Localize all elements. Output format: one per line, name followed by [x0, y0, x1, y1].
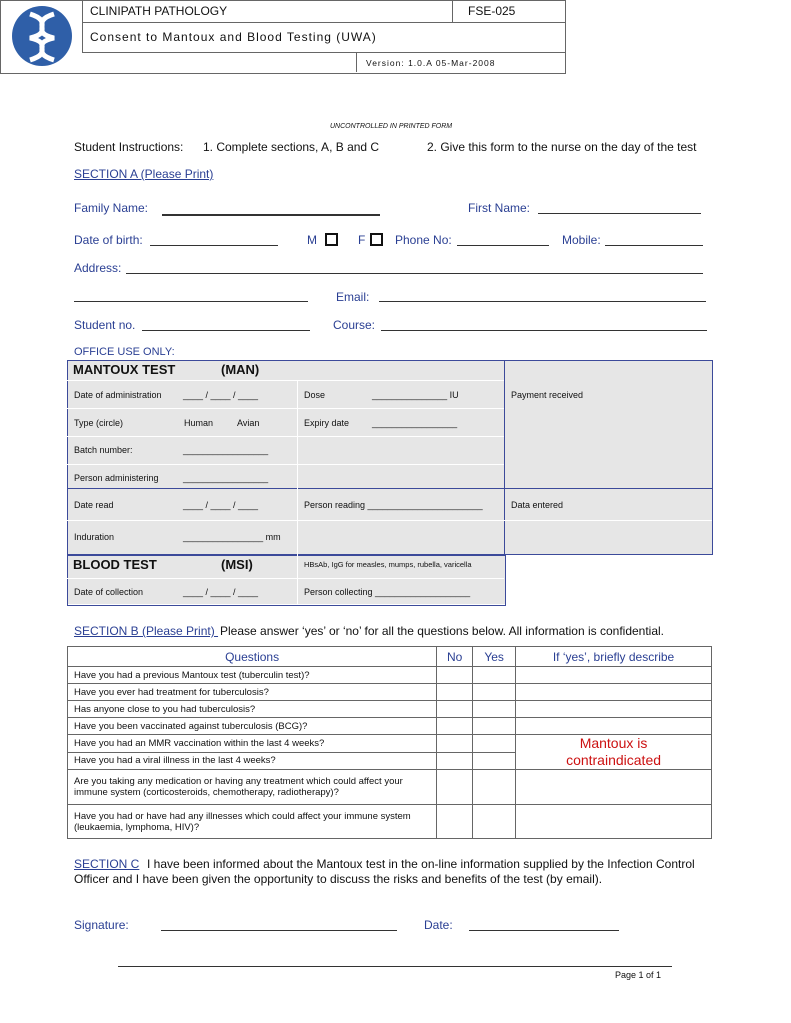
induration-field[interactable]: ________________ mm: [183, 532, 281, 542]
section-c-title: SECTION C: [74, 857, 140, 871]
address-field-1[interactable]: [126, 273, 703, 274]
yes-cell-3[interactable]: [473, 701, 516, 718]
blood-test-title: BLOOD TEST: [73, 557, 157, 572]
question-2: Have you ever had treatment for tuberculosis?: [68, 684, 437, 701]
male-checkbox[interactable]: [325, 233, 338, 246]
question-7: Are you taking any medication or having any treatment which could affect your immune system (corticosteroids, chemotherapy, radiotherapy)?: [68, 770, 437, 805]
no-cell-1[interactable]: [437, 667, 473, 684]
no-header: No: [437, 647, 473, 667]
form-title: Consent to Mantoux and Blood Testing (UWA): [90, 30, 377, 44]
expiry-label: Expiry date: [304, 418, 350, 428]
expiry-field[interactable]: _________________: [372, 418, 458, 428]
describe-cell-7[interactable]: [516, 770, 712, 805]
student-no-field[interactable]: [142, 330, 310, 331]
student-no-label: Student no.: [74, 318, 136, 332]
form-code: FSE-025: [468, 4, 516, 18]
org-name: CLINIPATH PATHOLOGY: [90, 4, 228, 18]
describe-cell-1[interactable]: [516, 667, 712, 684]
first-name-label: First Name:: [468, 201, 531, 215]
blood-tests-list: HBsAb, IgG for measles, mumps, rubella, varicella: [304, 560, 472, 569]
family-name-field[interactable]: [162, 214, 380, 216]
mantoux-test-title: MANTOUX TEST: [73, 362, 176, 377]
batch-field[interactable]: _________________: [183, 445, 269, 455]
instruction-step-1: 1. Complete sections, A, B and C: [203, 140, 380, 154]
mantoux-test-code: (MAN): [221, 362, 260, 377]
male-label: M: [307, 233, 317, 247]
instructions-label: Student Instructions:: [74, 140, 184, 154]
uncontrolled-note: UNCONTROLLED IN PRINTED FORM: [330, 123, 453, 130]
no-cell-7[interactable]: [437, 770, 473, 805]
course-label: Course:: [333, 318, 376, 332]
blood-test-code: (MSI): [221, 557, 253, 572]
question-4: Have you been vaccinated against tuberculosis (BCG)?: [68, 718, 437, 735]
date-read-field[interactable]: ____ / ____ / ____: [183, 500, 259, 510]
female-checkbox[interactable]: [370, 233, 383, 246]
question-8: Have you had or have had any illnesses which could affect your immune system (leukaemia, lymphoma, HIV)?: [68, 805, 437, 839]
date-field[interactable]: [469, 930, 619, 931]
yes-cell-7[interactable]: [473, 770, 516, 805]
footer-rule: [118, 966, 672, 967]
no-cell-3[interactable]: [437, 701, 473, 718]
female-label: F: [358, 233, 366, 247]
course-field[interactable]: [381, 330, 707, 331]
email-field[interactable]: [379, 301, 706, 302]
yes-header: Yes: [473, 647, 516, 667]
question-3: Has anyone close to you had tuberculosis?: [68, 701, 437, 718]
person-reading-field[interactable]: Person reading _______________________: [304, 500, 483, 510]
address-field-2[interactable]: [74, 301, 308, 302]
describe-cell-2[interactable]: [516, 684, 712, 701]
version-text: Version: 1.0.A 05-Mar-2008: [366, 58, 496, 68]
type-human-option[interactable]: Human: [184, 418, 214, 428]
person-admin-label: Person administering: [74, 473, 159, 483]
signature-label: Signature:: [74, 918, 129, 932]
yes-cell-1[interactable]: [473, 667, 516, 684]
family-name-label: Family Name:: [74, 201, 149, 215]
type-label: Type (circle): [74, 418, 124, 428]
date-label: Date:: [424, 918, 453, 932]
question-1: Have you had a previous Mantoux test (tuberculin test)?: [68, 667, 437, 684]
dose-label: Dose: [304, 390, 326, 400]
section-b-intro: Please answer ‘yes’ or ‘no’ for all the questions below. All information is confidential.: [220, 624, 665, 638]
batch-label: Batch number:: [74, 445, 133, 455]
first-name-field[interactable]: [538, 213, 701, 214]
person-admin-field[interactable]: _________________: [183, 473, 269, 483]
no-cell-5[interactable]: [437, 735, 473, 753]
describe-cell-3[interactable]: [516, 701, 712, 718]
contraindicated-note: Mantoux is contraindicated: [516, 735, 712, 770]
section-b-title: SECTION B (Please Print): [74, 624, 219, 638]
mobile-field[interactable]: [605, 245, 703, 246]
yes-cell-4[interactable]: [473, 718, 516, 735]
office-use-table: [67, 360, 712, 604]
phone-label: Phone No:: [395, 233, 452, 247]
date-read-label: Date read: [74, 500, 114, 510]
signature-field[interactable]: [161, 930, 397, 931]
question-6: Have you had a viral illness in the last 4 weeks?: [68, 752, 437, 770]
yes-cell-6[interactable]: [473, 752, 516, 770]
describe-header: If ‘yes’, briefly describe: [516, 647, 712, 667]
no-cell-6[interactable]: [437, 752, 473, 770]
describe-cell-8[interactable]: [516, 805, 712, 839]
date-collection-label: Date of collection: [74, 587, 144, 597]
questions-table: [67, 646, 712, 839]
office-use-title: OFFICE USE ONLY:: [74, 346, 175, 358]
section-a-title: SECTION A (Please Print): [74, 167, 214, 181]
yes-cell-5[interactable]: [473, 735, 516, 753]
data-entered-label: Data entered: [511, 500, 564, 510]
instruction-step-2: 2. Give this form to the nurse on the day of the test: [427, 140, 697, 154]
email-label: Email:: [336, 290, 370, 304]
describe-cell-4[interactable]: [516, 718, 712, 735]
date-admin-label: Date of administration: [74, 390, 162, 400]
address-label: Address:: [74, 261, 122, 275]
dob-field[interactable]: [150, 245, 278, 246]
date-admin-field[interactable]: ____ / ____ / ____: [183, 390, 259, 400]
person-collecting-field[interactable]: Person collecting ___________________: [304, 587, 471, 597]
section-c-text-line2: Officer and I have been given the opportunity to discuss the risks and benefits of the test (by email).: [74, 872, 603, 886]
dose-field[interactable]: _______________ IU: [372, 390, 459, 400]
no-cell-8[interactable]: [437, 805, 473, 839]
no-cell-4[interactable]: [437, 718, 473, 735]
questions-header: Questions: [68, 647, 437, 667]
clinipath-logo: [12, 6, 72, 66]
section-c-text-line1: I have been informed about the Mantoux test in the on-line information supplied by the Infection Control: [147, 857, 695, 871]
no-cell-2[interactable]: [437, 684, 473, 701]
date-collection-field[interactable]: ____ / ____ / ____: [183, 587, 259, 597]
document-header: [0, 0, 566, 74]
type-avian-option[interactable]: Avian: [237, 418, 260, 428]
page-number: Page 1 of 1: [615, 970, 662, 980]
dob-label: Date of birth:: [74, 233, 143, 247]
phone-field[interactable]: [457, 245, 549, 246]
payment-received-label: Payment received: [511, 390, 584, 400]
yes-cell-8[interactable]: [473, 805, 516, 839]
yes-cell-2[interactable]: [473, 684, 516, 701]
mobile-label: Mobile:: [562, 233, 601, 247]
induration-label: Induration: [74, 532, 115, 542]
question-5: Have you had an MMR vaccination within the last 4 weeks?: [68, 735, 437, 753]
